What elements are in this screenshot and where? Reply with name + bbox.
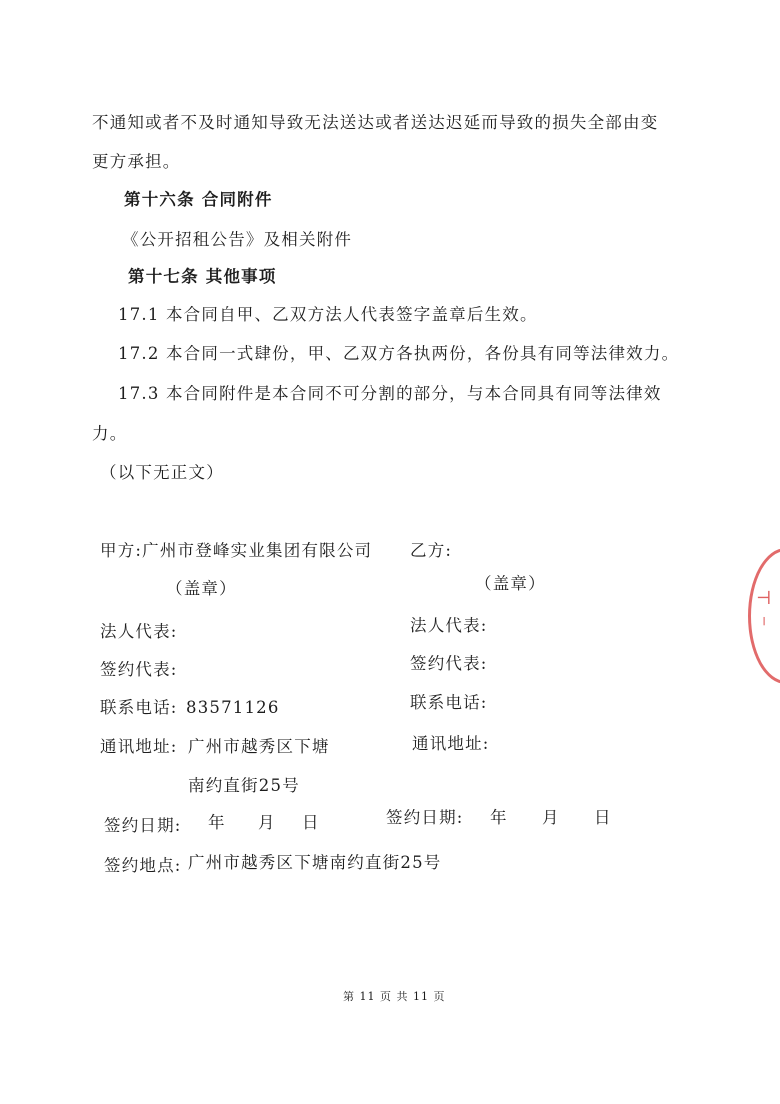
article-16-content: 《公开招租公告》及相关附件	[122, 230, 353, 249]
party-b-phone-label: 联系电话:	[410, 693, 488, 712]
party-a-date-month: 月	[258, 813, 276, 832]
party-a-legal-rep: 法人代表:	[100, 622, 178, 641]
body-line-2: 更方承担。	[92, 152, 181, 171]
article-16-title: 第十六条 合同附件	[124, 190, 273, 209]
no-further-text: （以下无正文）	[100, 463, 224, 482]
party-a-signing-rep: 签约代表:	[100, 660, 178, 679]
article-17-title: 第十七条 其他事项	[128, 267, 277, 286]
party-b-legal-rep: 法人代表:	[410, 616, 488, 635]
party-b-address-label: 通讯地址:	[412, 734, 490, 753]
party-a-date-year: 年	[208, 813, 226, 832]
party-b-name: 乙方:	[410, 541, 453, 560]
party-b-seal: （盖章）	[475, 574, 546, 593]
signing-place-label: 签约地点:	[104, 856, 182, 875]
clause-17-3-line-2: 力。	[92, 424, 128, 443]
party-a-address-line-1: 广州市越秀区下塘	[188, 737, 330, 756]
seal-mark: ⊣	[756, 588, 772, 609]
party-b-date-label: 签约日期:	[386, 808, 464, 827]
party-a-seal: （盖章）	[166, 579, 237, 598]
party-a-phone: 83571126	[186, 698, 280, 717]
party-a-date-day: 日	[302, 813, 320, 832]
red-seal-stamp-partial	[748, 548, 780, 684]
party-b-date-month: 月	[542, 808, 560, 827]
clause-17-3-line-1: 17.3 本合同附件是本合同不可分割的部分，与本合同具有同等法律效	[118, 384, 662, 403]
party-b-date-day: 日	[594, 808, 612, 827]
clause-17-2: 17.2 本合同一式肆份，甲、乙双方各执两份，各份具有同等法律效力。	[118, 344, 680, 363]
clause-17-1: 17.1 本合同自甲、乙双方法人代表签字盖章后生效。	[118, 305, 538, 324]
party-b-date-year: 年	[490, 808, 508, 827]
page-footer: 第 11 页 共 11 页	[343, 990, 446, 1003]
party-b-signing-rep: 签约代表:	[410, 654, 488, 673]
seal-mark-2: ╵	[760, 618, 769, 634]
party-a-name: 甲方:广州市登峰实业集团有限公司	[100, 541, 373, 560]
party-a-phone-label: 联系电话:	[100, 698, 178, 717]
party-a-address-line-2: 南约直街25号	[188, 776, 300, 795]
party-a-date-label: 签约日期:	[104, 816, 182, 835]
signing-place-value: 广州市越秀区下塘南约直街25号	[188, 853, 442, 872]
party-a-address-label: 通讯地址:	[100, 737, 178, 756]
body-line-1: 不通知或者不及时通知导致无法送达或者送达迟延而导致的损失全部由变	[92, 113, 659, 132]
